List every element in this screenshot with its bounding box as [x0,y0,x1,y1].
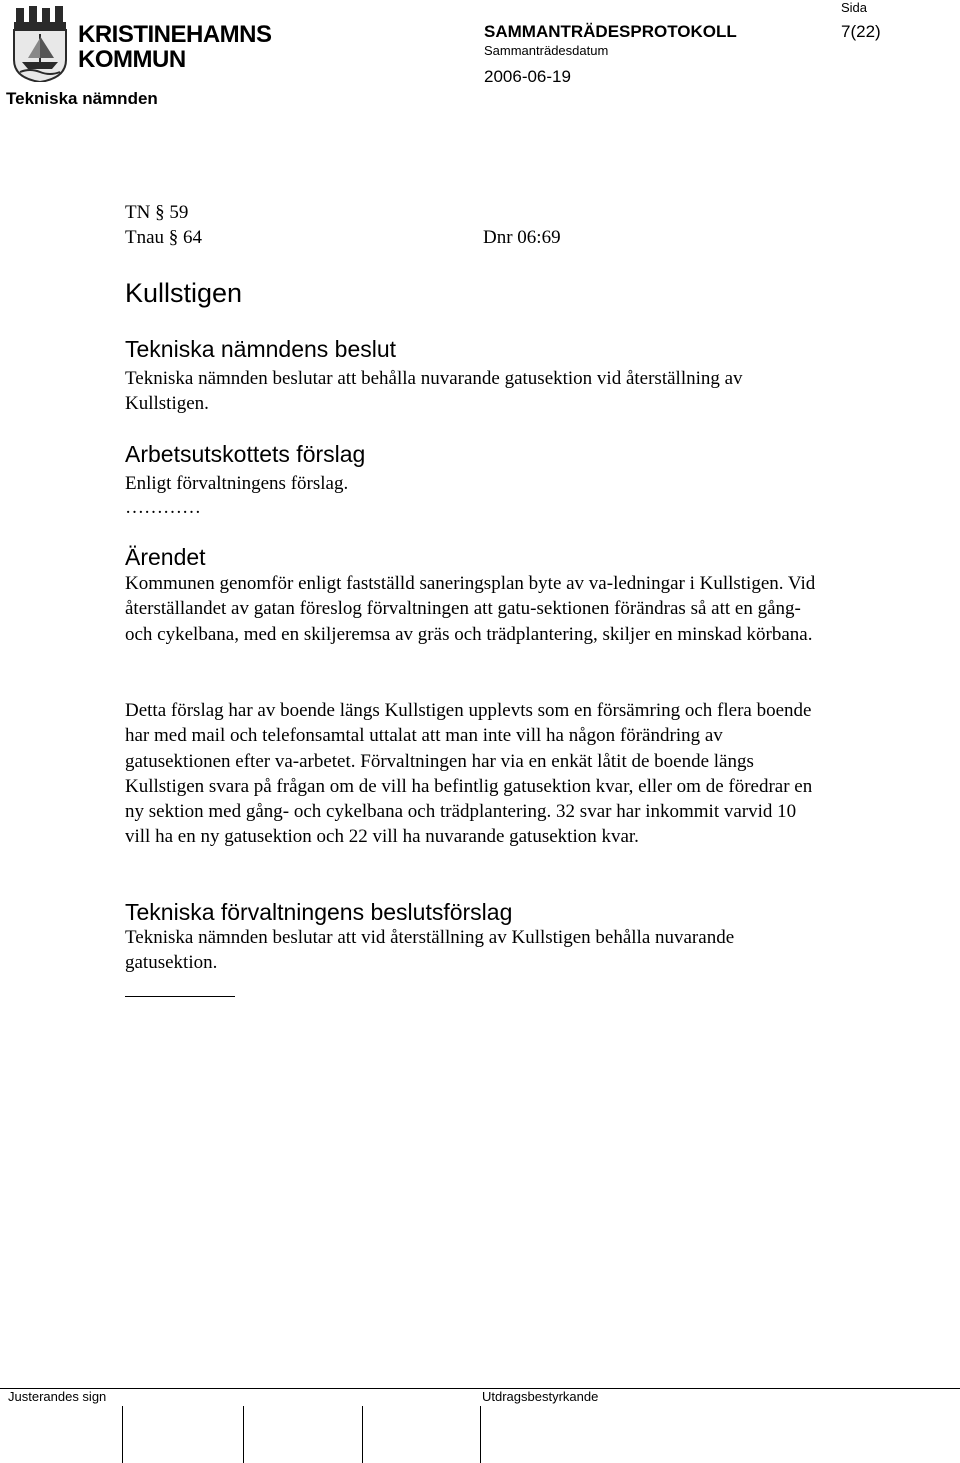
signature-box-divider [362,1406,363,1463]
matter-paragraph-2: Detta förslag har av boende längs Kullstigen upplevts som en försämring och flera boende har med mail och telefonsamtal uttalat att man inte vill ha någon förändring av gatusektionen efter va-arbetet. Förvaltningen har via en enkät låtit de boende längs Kullstigen svara på frågan om de vill ha befintlig gatusektion kvar, eller om de föredrar en ny sektion med gång- och cykelbana och trädplantering. 32 svar har inkommit varvid 10 vill ha en ny gatusektion och 22 vill ha nuvarande gatusektion kvar. [125,700,813,848]
municipality-name-line2: KOMMUN [78,46,186,73]
protocol-title: SAMMANTRÄDESPROTOKOLL [484,22,737,41]
footer-divider [0,1388,960,1389]
decision-heading: Tekniska nämndens beslut [125,336,397,362]
ellipsis-separator: ………… [125,497,201,518]
municipality-name-line1: KRISTINEHAMNS [78,21,272,48]
signature-box-divider [243,1406,244,1463]
signature-box-divider [480,1406,481,1463]
committee-name: Tekniska nämnden [6,89,158,108]
matter-heading: Ärendet [125,544,206,570]
ship-emblem-icon [10,6,80,82]
document-title: Kullstigen [125,278,243,308]
page-label: Sida [841,0,868,15]
diary-number: Dnr 06:69 [483,227,561,248]
signature-box-divider [122,1406,123,1463]
decision-text: Tekniska nämnden beslutar att behålla nuvarande gatusektion vid återställning av Kullstigen. [125,368,743,415]
admin-proposal-heading: Tekniska förvaltningens beslutsförslag [125,899,513,925]
municipality-coat-of-arms [10,6,80,82]
signatures-label: Justerandes sign [8,1389,107,1404]
admin-proposal-text: Tekniska nämnden beslutar att vid återställning av Kullstigen behålla nuvarande gatusektion. [125,927,735,974]
meeting-date: 2006-06-19 [484,67,571,86]
committee-proposal-heading: Arbetsutskottets förslag [125,441,366,467]
section-reference-tn: TN § 59 [125,202,189,223]
municipality-name [78,22,272,72]
certification-label: Utdragsbestyrkande [482,1389,599,1404]
committee-proposal-text: Enligt förvaltningens förslag. [125,473,349,494]
page-number: 7(22) [841,22,881,41]
matter-paragraph-1: Kommunen genomför enligt fastställd saneringsplan byte av va-ledningar i Kullstigen. Vid återställandet av gatan föreslog förvaltningen att gatu-sektionen förändras så att en gång- och cykelbana, med en skiljeremsa av gräs och trädplantering, skiljer en minskad körbana. [125,573,816,645]
end-rule [125,996,235,997]
section-reference-tnau: Tnau § 64 [125,227,203,248]
meeting-date-label: Sammanträdesdatum [484,43,609,58]
